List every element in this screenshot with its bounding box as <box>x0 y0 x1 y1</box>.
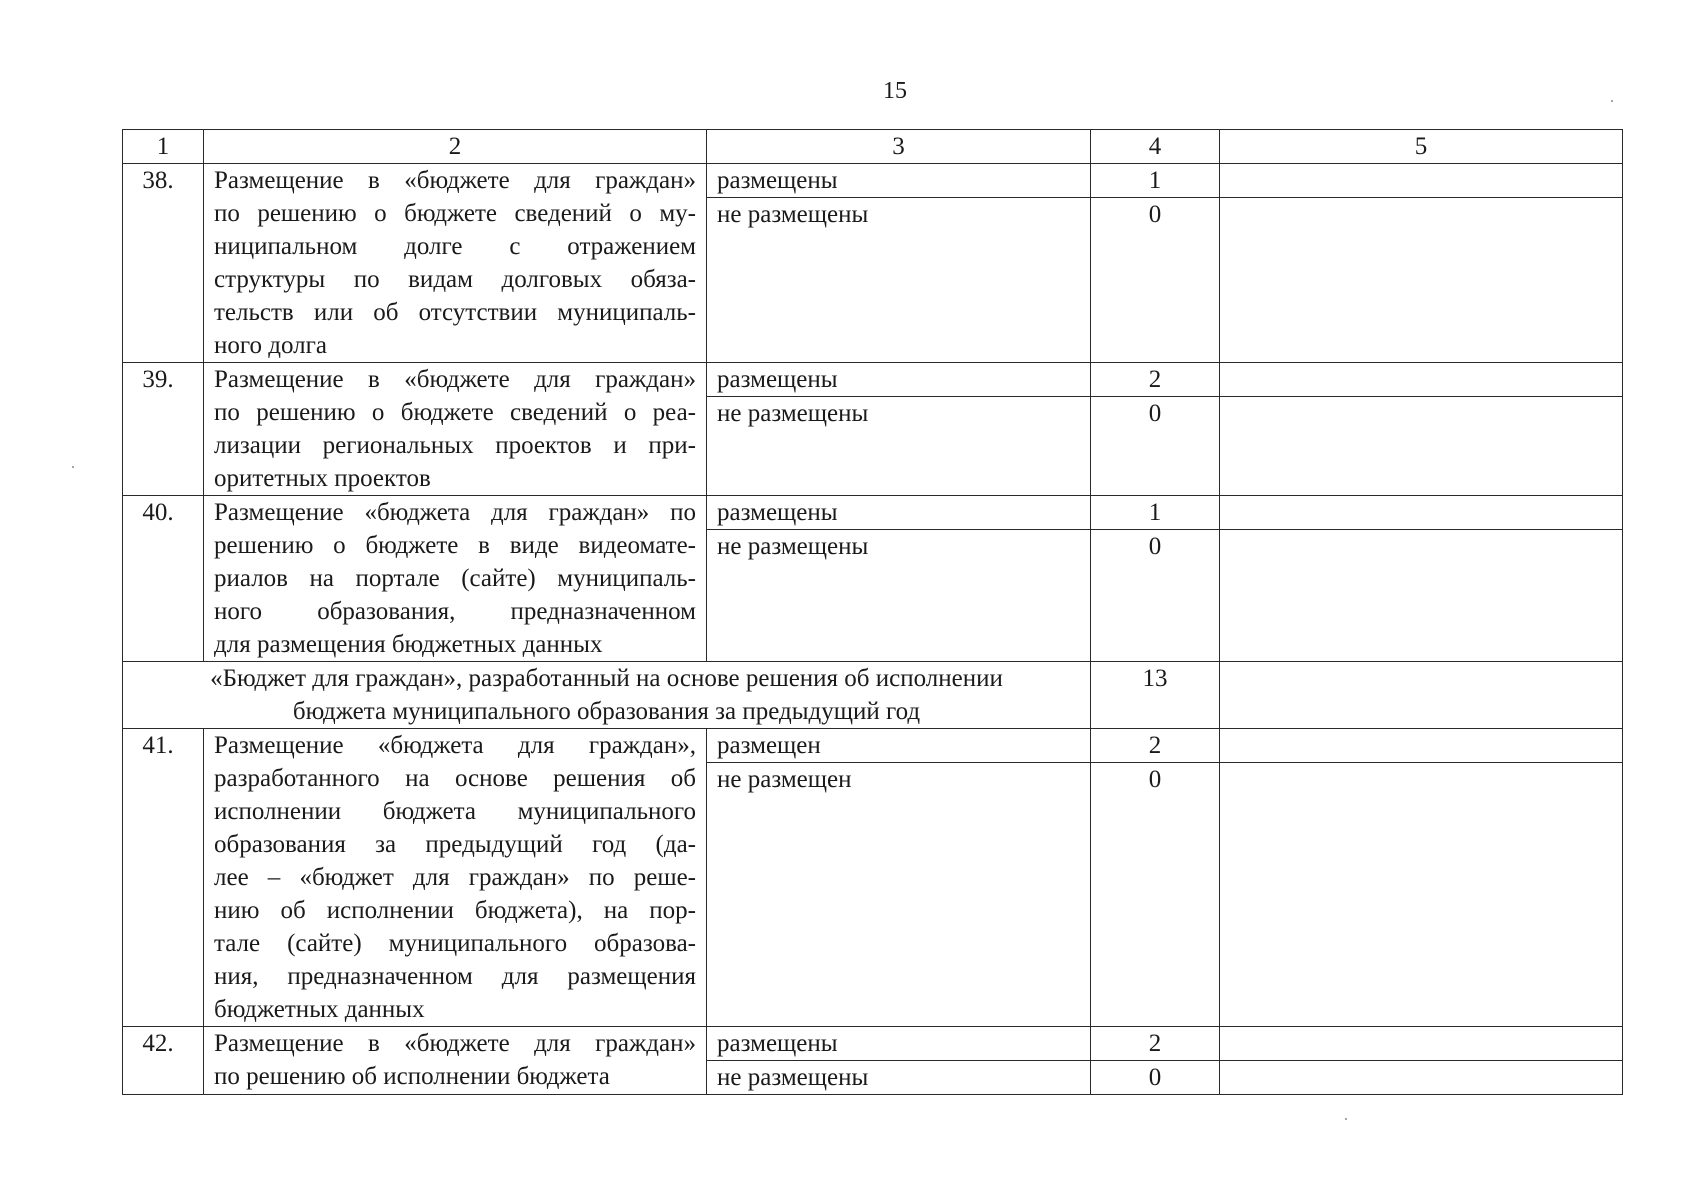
description-line: образования за предыдущий год (да- <box>214 831 696 858</box>
description-line: по решению об исполнении бюджета <box>214 1063 610 1090</box>
description-line: решению о бюджете в виде видеомате- <box>214 532 696 559</box>
comment-cell <box>1220 164 1623 198</box>
item-number: 39. <box>123 363 204 496</box>
description-line: Размещение в «бюджете для граждан» <box>214 167 696 194</box>
option-label: размещены <box>707 164 1091 198</box>
description-line: Размещение в «бюджете для граждан» <box>214 1030 696 1057</box>
item-number: 41. <box>123 729 204 1027</box>
option-label: размещены <box>707 1027 1091 1061</box>
option-label: размещен <box>707 729 1091 763</box>
option-label: не размещены <box>707 397 1091 496</box>
table-row <box>123 164 1623 198</box>
description-line: Размещение «бюджета для граждан», <box>214 732 696 759</box>
section-title-line: «Бюджет для граждан», разработанный на основе решения об исполнении <box>210 665 1003 692</box>
comment-cell <box>1220 662 1623 729</box>
description-line: Размещение «бюджета для граждан» по <box>214 499 696 526</box>
option-label: не размещен <box>707 763 1091 1027</box>
section-title-line: бюджета муниципального образования за предыдущий год <box>292 698 921 725</box>
comment-cell <box>1220 729 1623 763</box>
description-line: лизации региональных проектов и при- <box>214 432 696 459</box>
header-cell: 4 <box>1091 130 1220 164</box>
scan-speck <box>1611 100 1613 102</box>
section-score: 13 <box>1091 662 1220 729</box>
description-line: ниципальном долге с отражением <box>214 233 696 260</box>
comment-cell <box>1220 198 1623 363</box>
option-score: 0 <box>1091 397 1220 496</box>
table-row <box>123 363 1623 397</box>
header-cell: 5 <box>1220 130 1623 164</box>
item-number: 38. <box>123 164 204 363</box>
option-label: не размещены <box>707 530 1091 662</box>
header-row <box>123 130 1623 164</box>
item-number: 42. <box>123 1027 204 1095</box>
comment-cell <box>1220 1027 1623 1061</box>
description-line: структуры по видам долговых обяза- <box>214 266 696 293</box>
table-row <box>123 1027 1623 1061</box>
description-line: тале (сайте) муниципального образова- <box>214 930 696 957</box>
scan-speck <box>1345 1118 1347 1120</box>
option-score: 0 <box>1091 763 1220 1027</box>
option-score: 2 <box>1091 729 1220 763</box>
option-label: не размещены <box>707 198 1091 363</box>
comment-cell <box>1220 397 1623 496</box>
description-line: ного долга <box>214 332 327 359</box>
item-description <box>204 363 707 496</box>
option-label: не размещены <box>707 1061 1091 1095</box>
description-line: разработанного на основе решения об <box>214 765 696 792</box>
description-line: исполнении бюджета муниципального <box>214 798 696 825</box>
option-score: 1 <box>1091 164 1220 198</box>
description-line: бюджетных данных <box>214 996 425 1023</box>
section-title <box>123 662 1091 729</box>
description-line: по решению о бюджете сведений о му- <box>214 200 696 227</box>
page-number: 15 <box>883 78 907 104</box>
header-cell: 1 <box>123 130 204 164</box>
item-description <box>204 1027 707 1095</box>
option-score: 0 <box>1091 530 1220 662</box>
option-score: 0 <box>1091 1061 1220 1095</box>
item-description <box>204 496 707 662</box>
table-row <box>123 729 1623 763</box>
description-line: лее – «бюджет для граждан» по реше- <box>214 864 696 891</box>
item-description <box>204 729 707 1027</box>
comment-cell <box>1220 763 1623 1027</box>
description-line: риалов на портале (сайте) муниципаль- <box>214 565 696 592</box>
header-cell: 3 <box>707 130 1091 164</box>
description-line: по решению о бюджете сведений о реа- <box>214 399 696 426</box>
option-score: 2 <box>1091 363 1220 397</box>
comment-cell <box>1220 496 1623 530</box>
option-score: 1 <box>1091 496 1220 530</box>
option-score: 0 <box>1091 198 1220 363</box>
option-score: 2 <box>1091 1027 1220 1061</box>
section-row <box>123 662 1623 729</box>
header-cell: 2 <box>204 130 707 164</box>
description-line: Размещение в «бюджете для граждан» <box>214 366 696 393</box>
description-line: оритетных проектов <box>214 465 431 492</box>
comment-cell <box>1220 530 1623 662</box>
scan-speck <box>72 466 74 468</box>
item-description <box>204 164 707 363</box>
option-label: размещены <box>707 496 1091 530</box>
item-number: 40. <box>123 496 204 662</box>
option-label: размещены <box>707 363 1091 397</box>
table-row <box>123 496 1623 530</box>
description-line: ния, предназначенном для размещения <box>214 963 696 990</box>
description-line: для размещения бюджетных данных <box>214 631 603 658</box>
description-line: ного образования, предназначенном <box>214 598 696 625</box>
comment-cell <box>1220 363 1623 397</box>
criteria-table <box>122 129 1623 1095</box>
comment-cell <box>1220 1061 1623 1095</box>
description-line: тельств или об отсутствии муниципаль- <box>214 299 696 326</box>
description-line: нию об исполнении бюджета), на пор- <box>214 897 696 924</box>
